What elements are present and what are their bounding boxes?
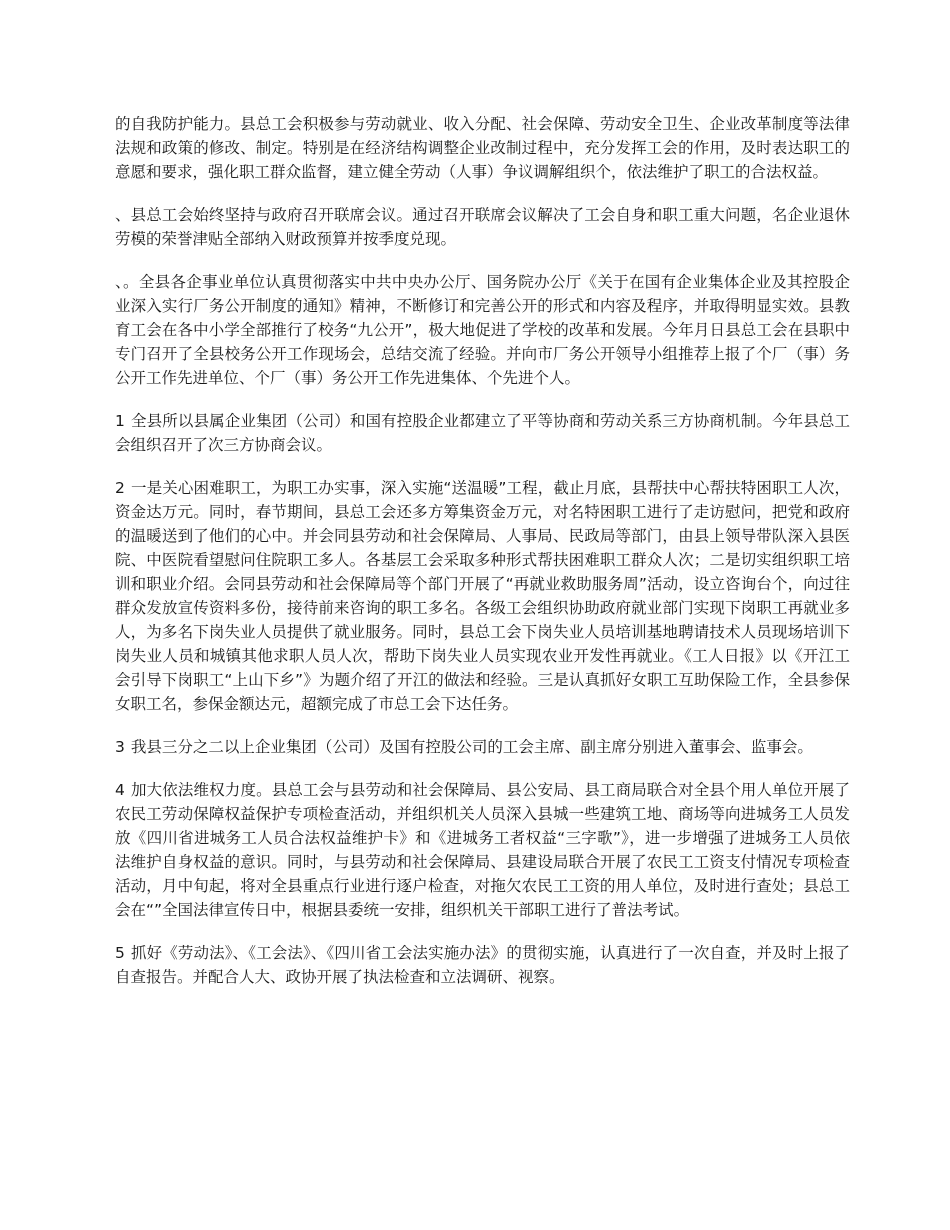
document-page	[115, 112, 850, 1008]
paragraph-text: 一是关心困难职工，为职工办实事，深入实施“送温暖”工程，截止月底，县帮扶中心帮扶特困职工人次，资金达万元。同时，春节期间，县总工会还多方筹集资金万元，对名特困职工进行了走访慰问，把党和政府的温暖送到了他们的心中。并会同县劳动和社会保障局、人事局、民政局等部门，由县上领导带队深入县医院、中医院看望慰问住院职工多人。各基层工会采取多种形式帮扶困难职工群众人次；二是切实组织职工培训和职业介绍。会同县劳动和社会保障局等个部门开展了“再就业救助服务周”活动，设立咨询台个，向过往群众发放宣传资料多份，接待前来咨询的职工多名。各级工会组织协助政府就业部门实现下岗职工再就业多人，为多名下岗失业人员提供了就业服务。同时，县总工会下岗失业人员培训基地聘请技术人员现场培训下岗失业人员和城镇其他求职人员人次，帮助下岗失业人员实现农业开发性再就业。《工人日报》以《开江工会引导下岗职工“上山下乡”》为题介绍了开江的做法和经验。三是认真抓好女职工互助保险工作，全县参保女职工名，参保金额达元，超额完成了市总工会下达任务。	[115, 479, 850, 713]
paragraph-number: 2	[115, 479, 125, 497]
paragraph-text: 、。全县各企事业单位认真贯彻落实中共中央办公厅、国务院办公厅《关于在国有企业集体企业及其控股企业深入实行厂务公开制度的通知》精神，不断修订和完善公开的形式和内容及程序，并取得明显实效。县教育工会在各中小学全部推行了校务“九公开”，极大地促进了学校的改革和发展。今年月日县总工会在县职中专门召开了全县校务公开工作现场会，总结交流了经验。并向市厂务公开领导小组推荐上报了个厂（事）务公开工作先进单位、个厂（事）务公开工作先进集体、个先进个人。	[115, 273, 850, 387]
paragraph-5	[115, 476, 850, 716]
paragraph-number: 5	[115, 944, 125, 962]
paragraph-text: 抓好《劳动法》、《工会法》、《四川省工会法实施办法》的贯彻实施，认真进行了一次自查，并及时上报了自查报告。并配合人大、政协开展了执法检查和立法调研、视察。	[115, 944, 850, 986]
paragraph-3	[115, 270, 850, 390]
paragraph-number: 4	[115, 781, 125, 799]
paragraph-text: 加大依法维权力度。县总工会与县劳动和社会保障局、县公安局、县工商局联合对全县个用人单位开展了农民工劳动保障权益保护专项检查活动，并组织机关人员深入县城一些建筑工地、商场等向进城务工人员发放《四川省进城务工人员合法权益维护卡》和《进城务工者权益“三字歌”》，进一步增强了进城务工人员依法维护自身权益的意识。同时，与县劳动和社会保障局、县建设局联合开展了农民工工资支付情况专项检查活动，月中旬起，将对全县重点行业进行逐户检查，对拖欠农民工工资的用人单位，及时进行查处；县总工会在“”全国法律宣传日中，根据县委统一安排，组织机关干部职工进行了普法考试。	[115, 781, 850, 919]
paragraph-text: 我县三分之二以上企业集团（公司）及国有控股公司的工会主席、副主席分别进入董事会、监事会。	[130, 738, 813, 756]
paragraph-number: 3	[115, 738, 125, 756]
paragraph-2	[115, 203, 850, 251]
paragraph-8	[115, 941, 850, 989]
paragraph-number: 1	[115, 412, 125, 430]
paragraph-text: 全县所以县属企业集团（公司）和国有控股企业都建立了平等协商和劳动关系三方协商机制。今年县总工会组织召开了次三方协商会议。	[115, 412, 850, 454]
paragraph-1	[115, 112, 850, 184]
paragraph-text: 的自我防护能力。县总工会积极参与劳动就业、收入分配、社会保障、劳动安全卫生、企业改革制度等法律法规和政策的修改、制定。特别是在经济结构调整企业改制过程中，充分发挥工会的作用，及时表达职工的意愿和要求，强化职工群众监督，建立健全劳动（人事）争议调解组织个，依法维护了职工的合法权益。	[115, 115, 850, 181]
paragraph-4	[115, 409, 850, 457]
paragraph-6	[115, 735, 850, 759]
paragraph-7	[115, 778, 850, 922]
paragraph-text: 、县总工会始终坚持与政府召开联席会议。通过召开联席会议解决了工会自身和职工重大问题，名企业退休劳模的荣誉津贴全部纳入财政预算并按季度兑现。	[115, 206, 850, 248]
